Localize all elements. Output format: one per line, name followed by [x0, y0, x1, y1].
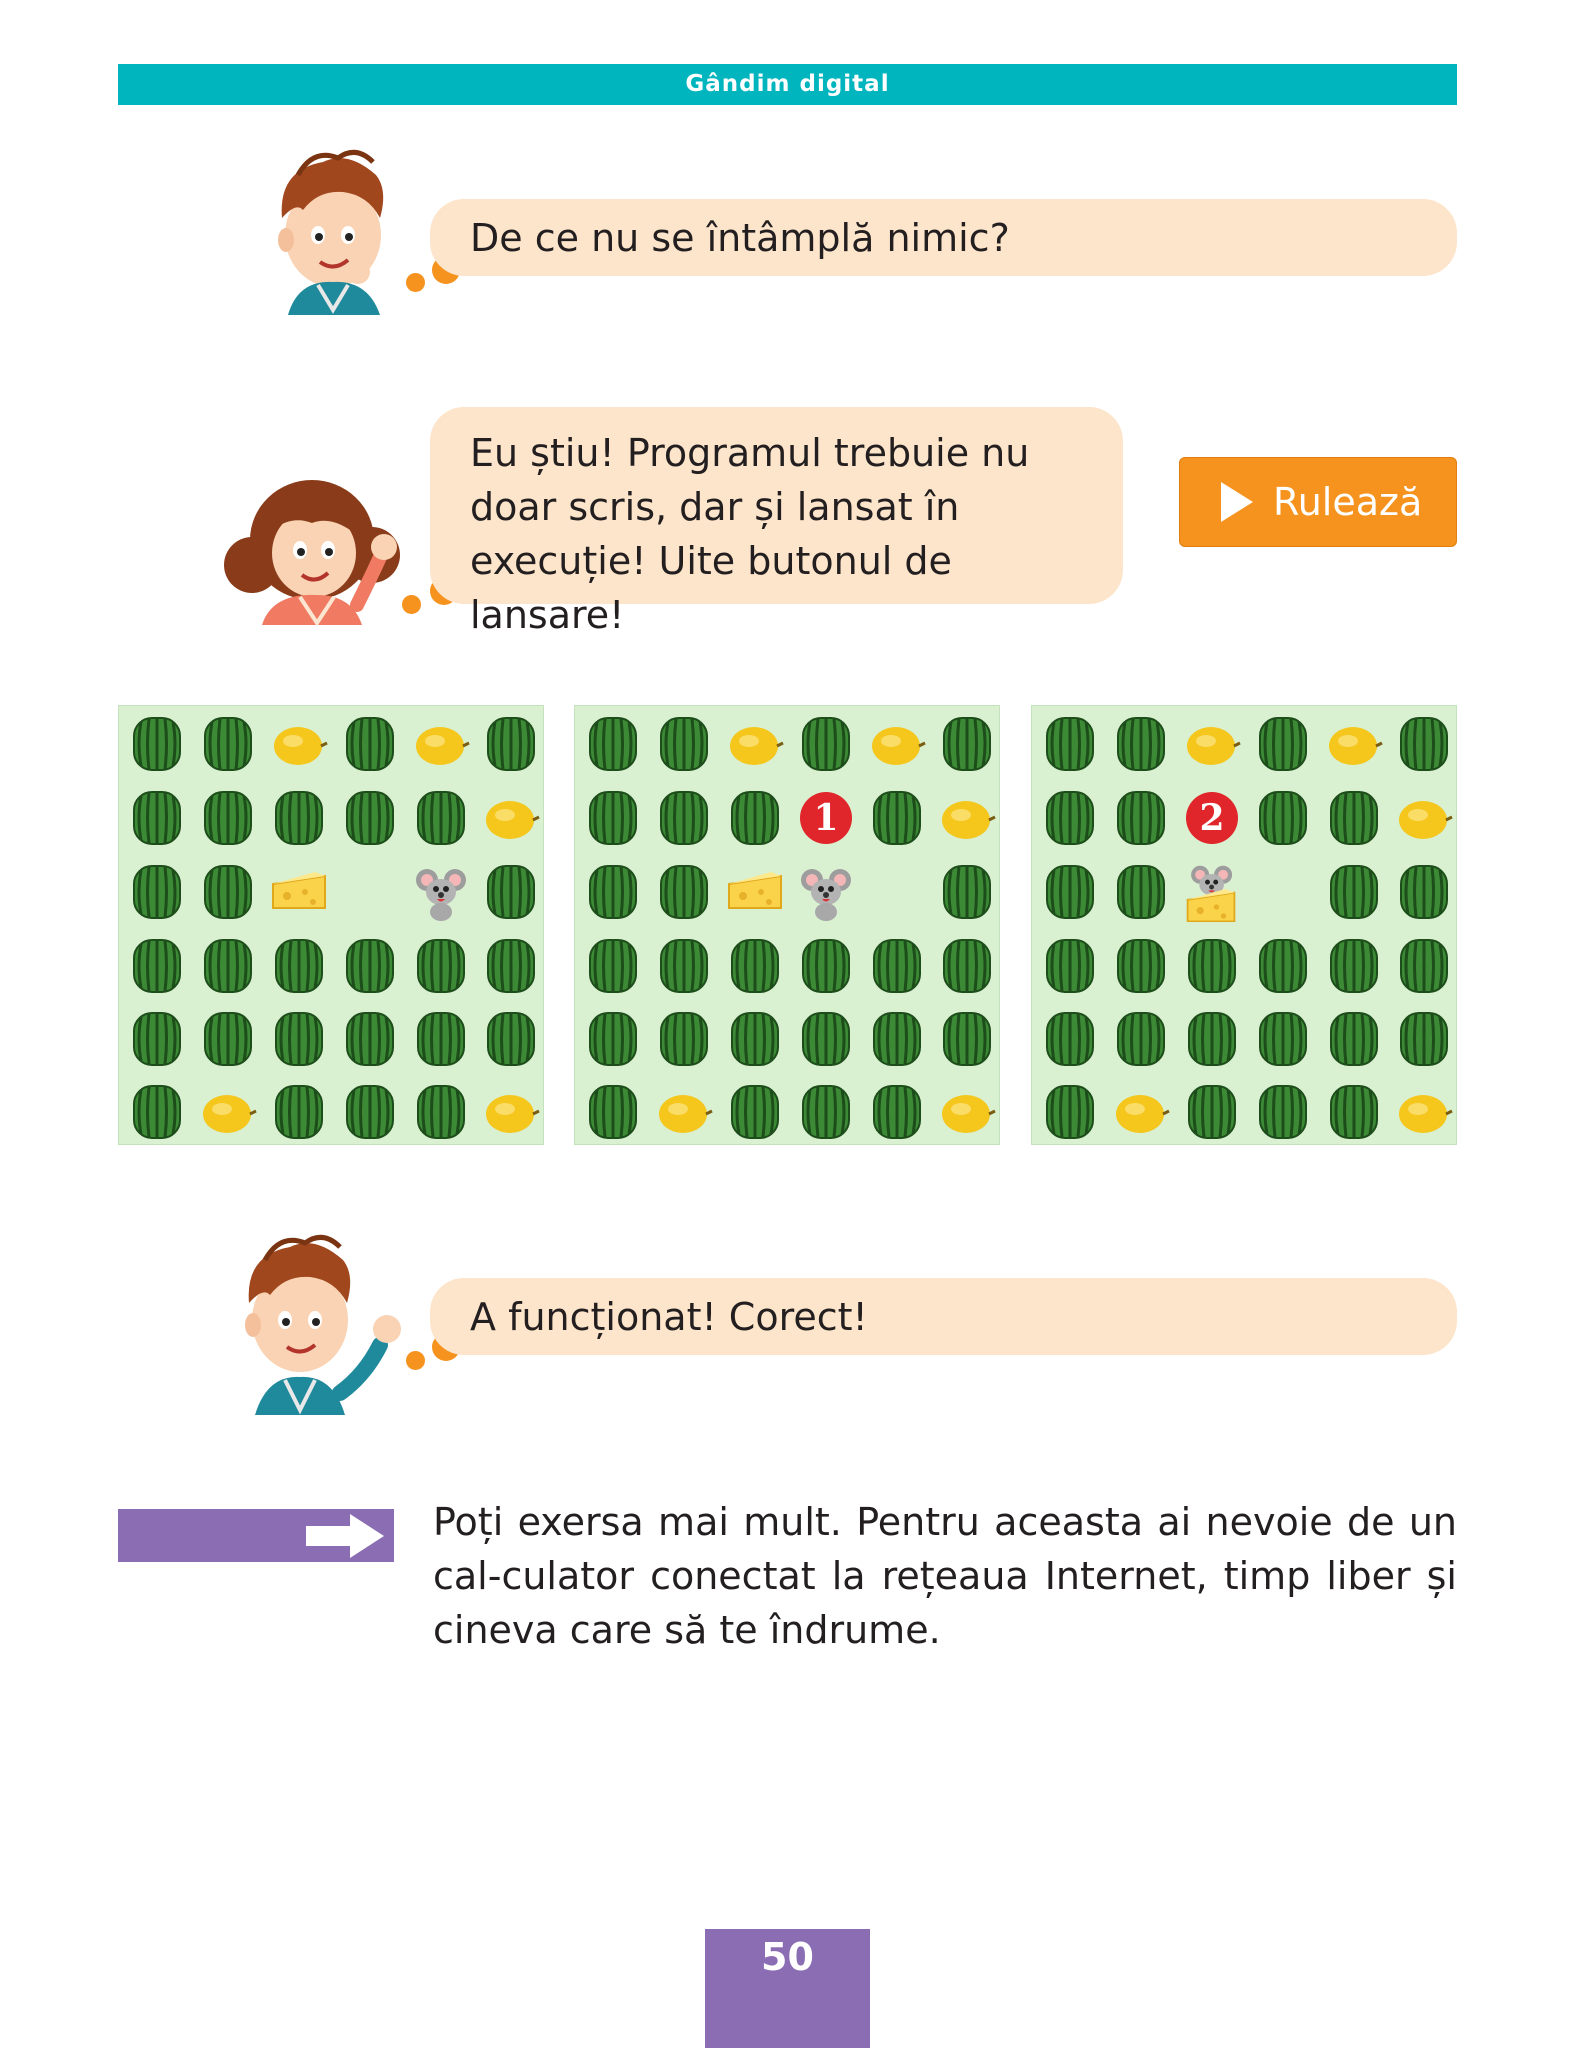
watermelon-icon [937, 714, 997, 774]
watermelon-icon [269, 1009, 329, 1069]
melon-icon [937, 788, 997, 848]
watermelon-icon [796, 1009, 856, 1069]
step-badge-number: 1 [813, 797, 839, 839]
watermelon-icon [127, 1082, 187, 1142]
watermelon-icon [654, 788, 714, 848]
watermelon-icon [1040, 788, 1100, 848]
melon-icon [198, 1082, 258, 1142]
watermelon-icon [725, 788, 785, 848]
watermelon-icon [1040, 862, 1100, 922]
watermelon-icon [1253, 936, 1313, 996]
speech-bubble [430, 407, 1123, 637]
melon-icon [1394, 788, 1454, 848]
run-button[interactable] [1179, 457, 1457, 547]
watermelon-icon [340, 714, 400, 774]
watermelon-icon [1182, 936, 1242, 996]
speech-bubble [430, 199, 1457, 276]
watermelon-icon [198, 936, 258, 996]
melon-icon [481, 788, 541, 848]
bubble-text: Eu știu! Programul trebuie nu doar scris, dar și lansat în execuție! Uite butonul de lansare! [470, 431, 1030, 637]
mouse-icon [411, 862, 471, 922]
arrow-right-icon [304, 1512, 388, 1560]
watermelon-icon [1324, 1082, 1384, 1142]
watermelon-icon [340, 1082, 400, 1142]
bubble-tail-dot [406, 1351, 425, 1370]
step-badge [796, 788, 856, 848]
bubble-text: De ce nu se întâmplă nimic? [470, 216, 1010, 260]
watermelon-icon [1111, 936, 1171, 996]
watermelon-icon [269, 788, 329, 848]
watermelon-icon [796, 714, 856, 774]
melon-icon [1111, 1082, 1171, 1142]
melon-icon [1394, 1082, 1454, 1142]
watermelon-icon [1324, 788, 1384, 848]
watermelon-icon [198, 862, 258, 922]
section-header: Gândim digital [118, 64, 1457, 105]
watermelon-icon [1394, 714, 1454, 774]
watermelon-icon [725, 936, 785, 996]
run-button-label: Rulează [1273, 480, 1423, 524]
watermelon-icon [583, 788, 643, 848]
watermelon-icon [127, 788, 187, 848]
watermelon-icon [583, 936, 643, 996]
melon-icon [1182, 714, 1242, 774]
watermelon-icon [1324, 1009, 1384, 1069]
watermelon-icon [796, 1082, 856, 1142]
watermelon-icon [127, 1009, 187, 1069]
watermelon-icon [198, 788, 258, 848]
watermelon-icon [1253, 1082, 1313, 1142]
watermelon-icon [1040, 1082, 1100, 1142]
watermelon-icon [654, 862, 714, 922]
melon-icon [481, 1082, 541, 1142]
melon-icon [937, 1082, 997, 1142]
watermelon-icon [481, 862, 541, 922]
watermelon-icon [481, 1009, 541, 1069]
watermelon-icon [1182, 1009, 1242, 1069]
watermelon-icon [411, 1009, 471, 1069]
maze-grid-step-2 [1031, 705, 1457, 1145]
watermelon-icon [481, 714, 541, 774]
watermelon-icon [1111, 862, 1171, 922]
watermelon-icon [867, 936, 927, 996]
watermelon-icon [654, 714, 714, 774]
melon-icon [1324, 714, 1384, 774]
watermelon-icon [1040, 936, 1100, 996]
watermelon-icon [340, 936, 400, 996]
bubble-tail-dot [402, 595, 421, 614]
watermelon-icon [867, 788, 927, 848]
watermelon-icon [583, 714, 643, 774]
watermelon-icon [937, 936, 997, 996]
watermelon-icon [796, 936, 856, 996]
watermelon-icon [1394, 936, 1454, 996]
watermelon-icon [269, 936, 329, 996]
watermelon-icon [127, 714, 187, 774]
watermelon-icon [1324, 862, 1384, 922]
step-badge-number: 2 [1199, 797, 1225, 839]
watermelon-icon [127, 936, 187, 996]
watermelon-icon [1394, 1009, 1454, 1069]
watermelon-icon [127, 862, 187, 922]
watermelon-icon [1394, 862, 1454, 922]
watermelon-icon [1111, 1009, 1171, 1069]
boy-waving-avatar [215, 1225, 415, 1415]
watermelon-icon [340, 1009, 400, 1069]
cheese-icon [269, 862, 329, 922]
watermelon-icon [1253, 1009, 1313, 1069]
girl-waving-avatar [222, 445, 412, 625]
maze-grid-before [118, 705, 544, 1145]
watermelon-icon [1040, 1009, 1100, 1069]
melon-icon [725, 714, 785, 774]
bubble-text: A funcționat! Corect! [470, 1295, 868, 1339]
watermelon-icon [269, 1082, 329, 1142]
watermelon-icon [937, 862, 997, 922]
step-badge [1182, 788, 1242, 848]
watermelon-icon [937, 1009, 997, 1069]
cheese-icon [725, 862, 785, 922]
bubble-tail-dot [406, 273, 425, 292]
maze-grid-step-1 [574, 705, 1000, 1145]
watermelon-icon [583, 862, 643, 922]
melon-icon [269, 714, 329, 774]
watermelon-icon [1040, 714, 1100, 774]
speech-bubble [430, 1278, 1457, 1355]
watermelon-icon [1182, 1082, 1242, 1142]
watermelon-icon [1253, 714, 1313, 774]
watermelon-icon [654, 936, 714, 996]
watermelon-icon [867, 1009, 927, 1069]
watermelon-icon [583, 1009, 643, 1069]
watermelon-icon [1324, 936, 1384, 996]
watermelon-icon [340, 788, 400, 848]
page-number: 50 [705, 1929, 870, 2048]
watermelon-icon [481, 936, 541, 996]
watermelon-icon [411, 1082, 471, 1142]
mouse-with-cheese-icon [1182, 862, 1242, 922]
watermelon-icon [411, 936, 471, 996]
watermelon-icon [198, 1009, 258, 1069]
boy-thinking-avatar [258, 140, 408, 315]
watermelon-icon [867, 1082, 927, 1142]
watermelon-icon [583, 1082, 643, 1142]
watermelon-icon [725, 1009, 785, 1069]
melon-icon [867, 714, 927, 774]
watermelon-icon [1111, 714, 1171, 774]
play-icon [1217, 478, 1257, 526]
practice-text: Poți exersa mai mult. Pentru aceasta ai nevoie de un cal-culator conectat la rețeaua Internet, timp liber și cineva care să te îndrume. [433, 1500, 1457, 1652]
watermelon-icon [1111, 788, 1171, 848]
watermelon-icon [198, 714, 258, 774]
watermelon-icon [1253, 788, 1313, 848]
practice-marker [118, 1509, 394, 1562]
melon-icon [654, 1082, 714, 1142]
melon-icon [411, 714, 471, 774]
watermelon-icon [654, 1009, 714, 1069]
mouse-icon [796, 862, 856, 922]
watermelon-icon [725, 1082, 785, 1142]
watermelon-icon [411, 788, 471, 848]
